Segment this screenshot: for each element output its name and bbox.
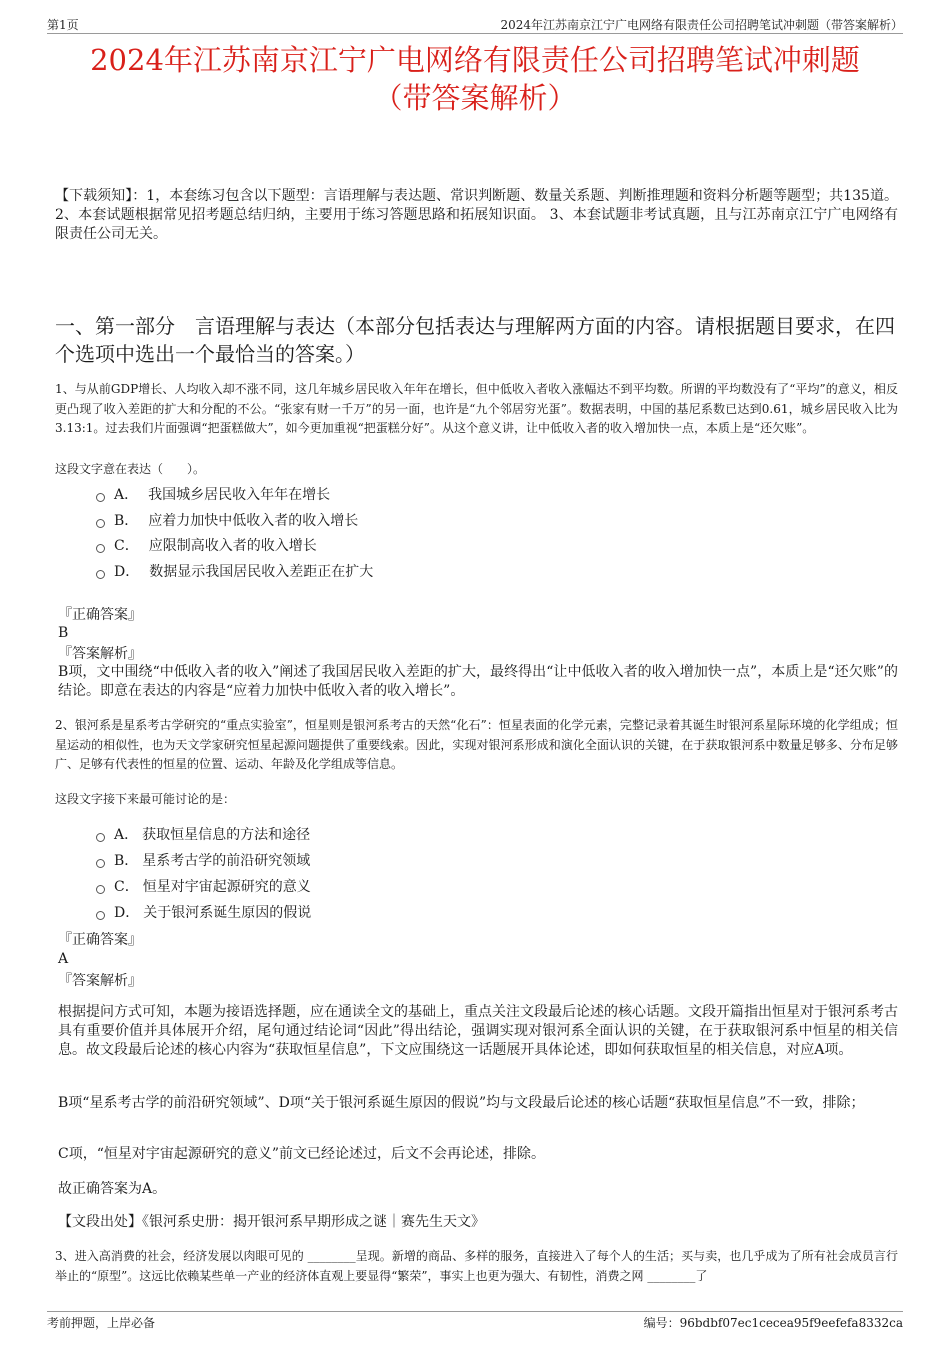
question-2-analysis-paragraph: C项，“恒星对宇宙起源研究的意义”前文已经论述过，后文不会再论述，排除。 [58, 1146, 546, 1162]
question-2-option-c[interactable]: C． 恒星对宇宙起源研究的意义 [96, 878, 311, 896]
question-2-analysis-paragraph: B项“星系考古学的前沿研究领域”、D项“关于银河系诞生原因的假说”均与文段最后论述的核心话题“获取恒星信息”不一致，排除； [58, 1095, 865, 1111]
radio-icon[interactable] [96, 493, 105, 502]
radio-icon[interactable] [96, 859, 105, 868]
question-2-analysis-paragraph: 故正确答案为A。 [58, 1181, 167, 1197]
radio-icon[interactable] [96, 544, 105, 553]
page-header [47, 14, 903, 34]
radio-icon[interactable] [96, 911, 105, 920]
radio-icon[interactable] [96, 519, 105, 528]
footer-divider [47, 1311, 903, 1312]
question-1-analysis-label: 『答案解析』 [58, 646, 142, 662]
document-title: 2024年江苏南京江宁广电网络有限责任公司招聘笔试冲刺题 [90, 43, 860, 77]
question-2-source: 【文段出处】《银河系史册：揭开银河系早期形成之谜｜赛先生天文》 [58, 1214, 485, 1230]
question-2-analysis-label: 『答案解析』 [58, 973, 142, 989]
question-1-option-b[interactable]: B． 应着力加快中低收入者的收入增长 [96, 512, 358, 530]
page-number: 第1页 [47, 18, 79, 32]
question-1-analysis: B项，文中围绕“中低收入者的收入”阐述了我国居民收入差距的扩大，最终得出“让中低收入者的收入增加快一点”，本质上是“还欠账”的结论。即意在表达的内容是“应着力加快中低收入者的收入增长”。 [58, 664, 898, 699]
question-1-option-a[interactable]: A． 我国城乡居民收入年年在增长 [96, 486, 330, 504]
radio-icon[interactable] [96, 885, 105, 894]
question-2-option-a[interactable]: A． 获取恒星信息的方法和途径 [96, 826, 310, 844]
question-1-stem: 1、与从前GDP增长、人均收入却不涨不同，这几年城乡居民收入年年在增长，但中低收入者收入涨幅达不到平均数。所谓的平均数没有了“平均”的意义，相反更凸现了收入差距的扩大和分配的不公。“张家有财一千万”的另一面，也许是“九个邻居穷光蛋”。数据表明，中国的基尼系数已达到0.61，城乡居民收入比为3.13:1。过去我们片面强调“把蛋糕做大”，如今更加重视“把蛋糕分好”。从这个意义讲，让中低收入者的收入增加快一点，本质上是“还欠账”。 [55, 382, 898, 435]
question-2-stem: 2、银河系是星系考古学研究的“重点实验室”，恒星则是银河系考古的天然“化石”：恒星表面的化学元素，完整记录着其诞生时银河系星际环境的化学组成；恒星运动的相似性，也为天文学家研究恒星起源问题提供了重要线索。因此，实现对银河系形成和演化全面认识的关键，在于获取银河系中数量足够多、分布足够广、足够有代表性的恒星的位置、运动、年龄及化学组成等信息。 [55, 718, 898, 771]
question-1-option-c[interactable]: C． 应限制高收入者的收入增长 [96, 537, 317, 555]
question-2-answer-label: 『正确答案』 [58, 932, 142, 948]
question-1-answer: B [58, 625, 69, 641]
document-subtitle: （带答案解析） [373, 81, 577, 115]
footer-doc-id: 编号：96bdbf07ec1cecea95f9eefefa8332ca [643, 1316, 903, 1330]
question-1-prompt: 这段文字意在表达（ ）。 [55, 462, 206, 476]
download-notice: 【下载须知】：1，本套练习包含以下题型：言语理解与表达题、常识判断题、数量关系题、判断推理题和资料分析题等题型；共135道。 2、本套试题根据常见招考题总结归纳，主要用于练习答题思路和拓展知识面。 3、本套试题非考试真题，且与江苏南京江宁广电网络有限责任公司无关。 [55, 188, 898, 242]
footer-slogan: 考前押题，上岸必备 [47, 1316, 156, 1330]
section-heading: 一、第一部分 言语理解与表达（本部分包括表达与理解两方面的内容。请根据题目要求，在四个选项中选出一个最恰当的答案。） [55, 314, 895, 366]
question-2-answer: A [58, 951, 69, 967]
question-1-option-d[interactable]: D． 数据显示我国居民收入差距正在扩大 [96, 563, 373, 581]
question-2-prompt: 这段文字接下来最可能讨论的是： [55, 792, 236, 806]
question-2-option-d[interactable]: D． 关于银河系诞生原因的假说 [96, 904, 311, 922]
header-doc-title: 2024年江苏南京江宁广电网络有限责任公司招聘笔试冲刺题（带答案解析） [500, 18, 903, 32]
radio-icon[interactable] [96, 833, 105, 842]
radio-icon[interactable] [96, 570, 105, 579]
question-2-option-b[interactable]: B． 星系考古学的前沿研究领域 [96, 852, 310, 870]
question-2-analysis-paragraph: 根据提问方式可知，本题为接语选择题，应在通读全文的基础上，重点关注文段最后论述的核心话题。文段开篇指出恒星对于银河系考古具有重要价值并具体展开介绍，尾句通过结论词“因此”得出结论，强调实现对银河系全面认识的关键，在于获取银河系中恒星的相关信息。故文段最后论述的核心内容为“获取恒星信息”，下文应围绕这一话题展开具体论述，即如何获取恒星的相关信息，对应A项。 [58, 1004, 898, 1058]
question-1-answer-label: 『正确答案』 [58, 607, 142, 623]
question-3-stem: 3、进入高消费的社会，经济发展以肉眼可见的 ________呈现。新增的商品、多样的服务，直接进入了每个人的生活；买与卖，也几乎成为了所有社会成员言行举止的“原型”。这远比依赖某些单一产业的经济体直观上要显得“繁荣”，事实上也更为强大、有韧性，消费之网 ________了 [55, 1249, 898, 1283]
